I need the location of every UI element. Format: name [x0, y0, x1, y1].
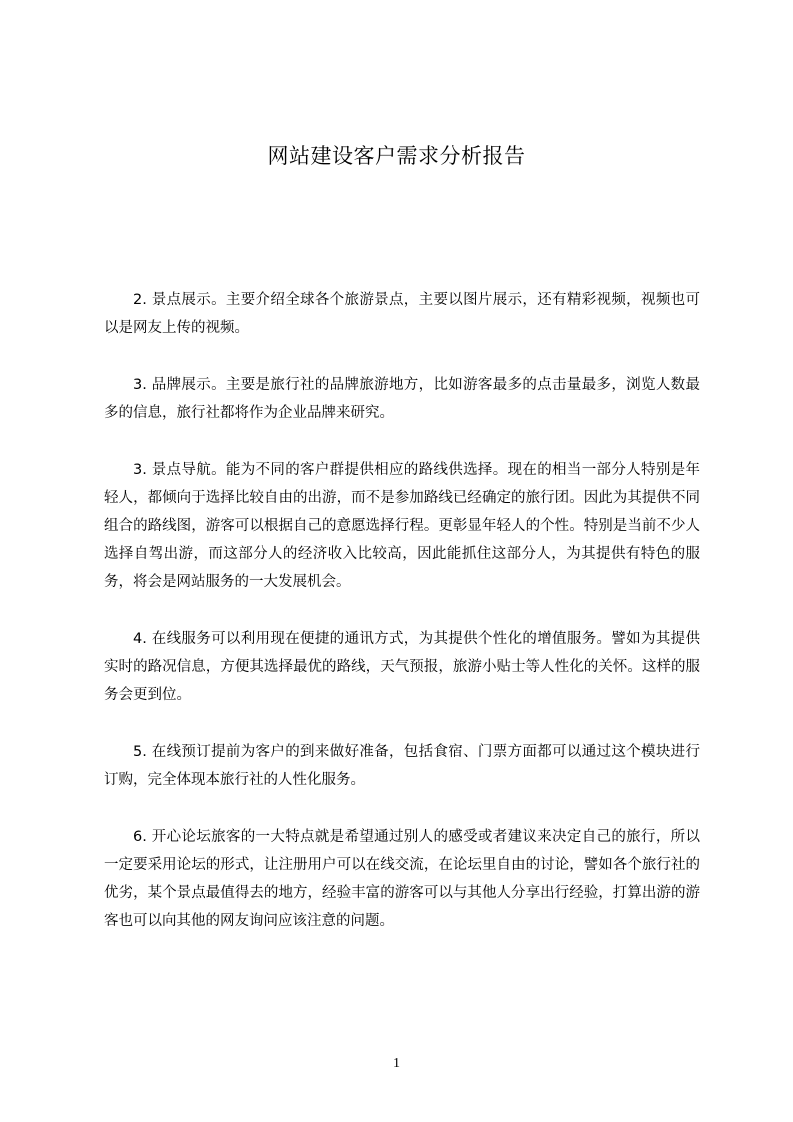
- paragraph-happy-forum: 6. 开心论坛旅客的一大特点就是希望通过别人的感受或者建议来决定自己的旅行，所以一定要采用论坛的形式，让注册用户可以在线交流，在论坛里自由的讨论，譬如各个旅行社的优劣，某个景点最值得去的地方，经验丰富的游客可以与其他人分享出行经验，打算出游的游客也可以向其他的网友询问应该注意的问题。: [104, 829, 700, 929]
- paragraph-scenic-navigation: 3. 景点导航。能为不同的客户群提供相应的路线供选择。现在的相当一部分人特别是年轻人，都倾向于选择比较自由的出游，而不是参加路线已经确定的旅行团。因此为其提供不同组合的路线图，游客可以根据自己的意愿选择行程。更彰显年轻人的个性。特别是当前不少人选择自驾出游，而这部分人的经济收入比较高，因此能抓住这部分人，为其提供有特色的服务，将会是网站服务的一大发展机会。: [104, 462, 700, 590]
- document-title: 网站建设客户需求分析报告: [267, 144, 526, 168]
- document-body: [104, 286, 700, 964]
- paragraph-online-booking: 5. 在线预订提前为客户的到来做好准备，包括食宿、门票方面都可以通过这个模块进行订购，完全体现本旅行社的人性化服务。: [104, 744, 700, 788]
- paragraph-brand-display: 3. 品牌展示。主要是旅行社的品牌旅游地方，比如游客最多的点击量最多，浏览人数最多的信息，旅行社都将作为企业品牌来研究。: [104, 377, 700, 421]
- paragraph-online-service: 4. 在线服务可以利用现在便捷的通讯方式，为其提供个性化的增值服务。譬如为其提供实时的路况信息，方便其选择最优的路线，天气预报，旅游小贴士等人性化的关怀。这样的服务会更到位。: [104, 631, 700, 703]
- paragraph-scenic-display: 2. 景点展示。主要介绍全球各个旅游景点，主要以图片展示，还有精彩视频，视频也可以是网友上传的视频。: [104, 292, 700, 336]
- page-number: 1: [393, 1056, 400, 1071]
